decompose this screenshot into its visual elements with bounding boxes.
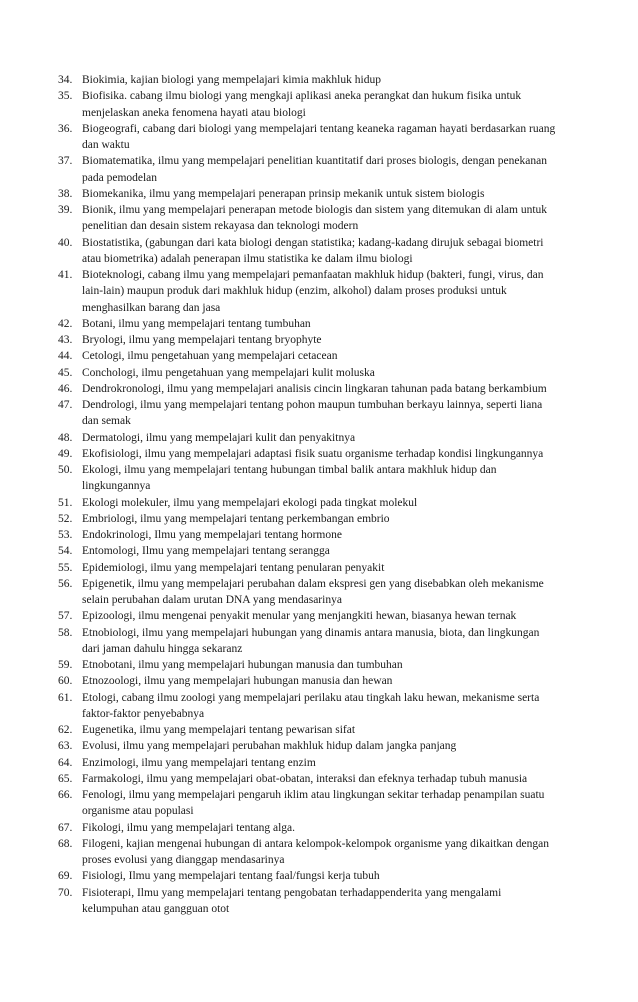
list-item	[58, 657, 560, 673]
item-number: 50.	[58, 464, 73, 476]
list-item	[58, 690, 560, 723]
item-text: Fenologi, ilmu yang mempelajari pengaruh iklim atau lingkungan sekitar terhadap penampilan suatu organisme atau populasi	[82, 789, 545, 818]
item-text: Embriologi, ilmu yang mempelajari tentang perkembangan embrio	[82, 512, 390, 525]
item-number: 37.	[58, 155, 73, 168]
list-item	[58, 332, 560, 348]
list-item	[58, 608, 560, 624]
list-item	[58, 722, 560, 738]
list-item	[58, 348, 560, 364]
item-text: Biomekanika, ilmu yang mempelajari penerapan prinsip mekanik untuk sistem biologis	[82, 187, 485, 200]
item-text: Endokrinologi, Ilmu yang mempelajari tentang hormone	[82, 529, 342, 541]
list-item	[58, 755, 560, 771]
item-text: Dendrokronologi, ilmu yang mempelajari analisis cincin lingkaran tahunan pada batang berkambium	[82, 382, 547, 395]
item-number: 38.	[58, 187, 73, 200]
item-text: Botani, ilmu yang mempelajari tentang tumbuhan	[82, 317, 311, 330]
list-item	[58, 267, 560, 316]
list-item	[58, 625, 560, 658]
item-text: Ekologi molekuler, ilmu yang mempelajari ekologi pada tingkat molekul	[82, 496, 418, 509]
list-item	[58, 771, 560, 787]
list-item	[58, 885, 560, 918]
item-number: 69.	[58, 870, 73, 883]
list-item	[58, 868, 560, 884]
item-text: Biokimia, kajian biologi yang mempelajari kimia makhluk hidup	[82, 74, 381, 86]
item-text: Epigenetik, ilmu yang mempelajari perubahan dalam ekspresi gen yang disebabkan oleh mekanisme selain perubahan dalam urutan DNA yang mendasarinya	[82, 577, 544, 606]
item-number: 57.	[58, 610, 73, 623]
item-number: 67.	[58, 821, 73, 834]
list-item	[58, 495, 560, 511]
item-text: Bryologi, ilmu yang mempelajari tentang bryophyte	[82, 334, 322, 346]
list-item	[58, 527, 560, 543]
list-item	[58, 673, 560, 689]
item-text: Biomatematika, ilmu yang mempelajari penelitian kuantitatif dari proses biologis, dengan penekanan pada pemodelan	[82, 155, 547, 184]
item-number: 66.	[58, 789, 73, 801]
item-number: 62.	[58, 724, 73, 736]
item-text: Etologi, cabang ilmu zoologi yang mempelajari perilaku atau tingkah laku hewan, mekanisme serta faktor-faktor penyebabnya	[82, 691, 540, 720]
list-item	[58, 235, 560, 268]
item-text: Epidemiologi, ilmu yang mempelajari tentang penularan penyakit	[82, 561, 385, 574]
list-item	[58, 153, 560, 186]
item-number: 34.	[58, 74, 73, 86]
item-number: 59.	[58, 659, 73, 671]
item-text: Dendrologi, ilmu yang mempelajari tentang pohon maupun tumbuhan berkayu lainnya, seperti liana dan semak	[82, 399, 543, 428]
item-number: 40.	[58, 236, 73, 249]
item-text: Enzimologi, ilmu yang mempelajari tentang enzim	[82, 756, 316, 769]
item-number: 48.	[58, 431, 73, 444]
item-text: Fisiologi, Ilmu yang mempelajari tentang faal/fungsi kerja tubuh	[82, 870, 380, 883]
item-text: Entomologi, Ilmu yang mempelajari tentang serangga	[82, 545, 330, 558]
item-text: Biofisika. cabang ilmu biologi yang mengkaji aplikasi aneka perangkat dan hukum fisika untuk menjelaskan aneka fenomena hayati atau biologi	[82, 90, 522, 119]
item-number: 47.	[58, 399, 73, 411]
list-item	[58, 820, 560, 836]
item-number: 53.	[58, 529, 73, 541]
item-number: 46.	[58, 382, 73, 395]
item-text: Etnobotani, ilmu yang mempelajari hubungan manusia dan tumbuhan	[82, 659, 403, 671]
item-number: 68.	[58, 837, 73, 850]
list-item	[58, 511, 560, 527]
list-item	[58, 430, 560, 446]
item-text: Epizoologi, ilmu mengenai penyakit menular yang menjangkiti hewan, biasanya hewan ternak	[82, 610, 517, 623]
item-number: 49.	[58, 447, 73, 460]
item-number: 56.	[58, 577, 73, 590]
item-text: Farmakologi, ilmu yang mempelajari obat-obatan, interaksi dan efeknya terhadap tubuh manusia	[82, 772, 528, 785]
list-item	[58, 316, 560, 332]
item-number: 45.	[58, 366, 73, 379]
item-text: Bionik, ilmu yang mempelajari penerapan metode biologis dan sistem yang ditemukan di alam untuk penelitian dan desain sistem rekayasa dan teknologi modern	[82, 204, 548, 233]
item-number: 61.	[58, 691, 73, 704]
list-item	[58, 186, 560, 202]
list-item	[58, 738, 560, 754]
list-item	[58, 462, 560, 495]
item-text: Eugenetika, ilmu yang mempelajari tentang pewarisan sifat	[82, 724, 356, 736]
item-text: Filogeni, kajian mengenai hubungan di antara kelompok-kelompok organisme yang dikaitkan dengan proses evolusi yang dianggap mendasarinya	[82, 837, 550, 866]
list-item	[58, 787, 560, 820]
list-item	[58, 381, 560, 397]
list-item	[58, 560, 560, 576]
item-text: Evolusi, ilmu yang mempelajari perubahan makhluk hidup dalam jangka panjang	[82, 740, 457, 753]
item-text: Fisioterapi, Ilmu yang mempelajari tentang pengobatan terhadappenderita yang mengalami kelumpuhan atau gangguan otot	[82, 886, 502, 915]
item-number: 63.	[58, 740, 73, 753]
item-number: 60.	[58, 675, 73, 688]
item-text: Cetologi, ilmu pengetahuan yang mempelajari cetacean	[82, 350, 338, 363]
list-item	[58, 365, 560, 381]
item-text: Etnobiologi, ilmu yang mempelajari hubungan yang dinamis antara manusia, biota, dan lingkungan dari jaman dahulu hingga sekaranz	[82, 626, 540, 655]
item-number: 65.	[58, 772, 73, 785]
item-text: Biostatistika, (gabungan dari kata biologi dengan statistika; kadang-kadang dirujuk sebagai biometri atau biometrika) adalah penerapan ilmu statistika ke dalam ilmu biologi	[82, 236, 544, 265]
item-number: 51.	[58, 496, 73, 509]
item-number: 44.	[58, 350, 73, 363]
item-number: 35.	[58, 90, 73, 103]
item-number: 55.	[58, 561, 73, 574]
item-text: Biogeografi, cabang dari biologi yang mempelajari tentang keaneka ragaman hayati berdasarkan ruang dan waktu	[82, 122, 556, 151]
list-item	[58, 88, 560, 121]
item-number: 58.	[58, 626, 73, 639]
list-item	[58, 397, 560, 430]
list-item	[58, 121, 560, 154]
item-number: 41.	[58, 269, 73, 281]
item-number: 39.	[58, 204, 73, 216]
list-item	[58, 543, 560, 559]
item-number: 64.	[58, 756, 73, 769]
item-text: Dermatologi, ilmu yang mempelajari kulit dan penyakitnya	[82, 431, 356, 444]
item-text: Bioteknologi, cabang ilmu yang mempelajari pemanfaatan makhluk hidup (bakteri, fungi, virus, dan lain-lain) maupun produk dari makhluk hidup (enzim, alkohol) dalam proses produksi untuk menghasilkan barang dan jasa	[82, 269, 544, 314]
item-text: Conchologi, ilmu pengetahuan yang mempelajari kulit moluska	[82, 366, 375, 379]
item-number: 36.	[58, 122, 73, 135]
list-item	[58, 202, 560, 235]
item-text: Fikologi, ilmu yang mempelajari tentang alga.	[82, 821, 296, 834]
list-item	[58, 72, 560, 88]
definition-list	[58, 72, 560, 917]
item-number: 54.	[58, 545, 73, 558]
item-number: 43.	[58, 334, 73, 346]
item-number: 70.	[58, 886, 73, 899]
item-text: Etnozoologi, ilmu yang mempelajari hubungan manusia dan hewan	[82, 675, 393, 688]
item-number: 42.	[58, 317, 73, 330]
list-item	[58, 576, 560, 609]
item-number: 52.	[58, 512, 73, 525]
list-item	[58, 446, 560, 462]
list-item	[58, 836, 560, 869]
item-text: Ekofisiologi, ilmu yang mempelajari adaptasi fisik suatu organisme terhadap kondisi lingkungannya	[82, 447, 544, 460]
item-text: Ekologi, ilmu yang mempelajari tentang hubungan timbal balik antara makhluk hidup dan lingkungannya	[82, 464, 497, 493]
